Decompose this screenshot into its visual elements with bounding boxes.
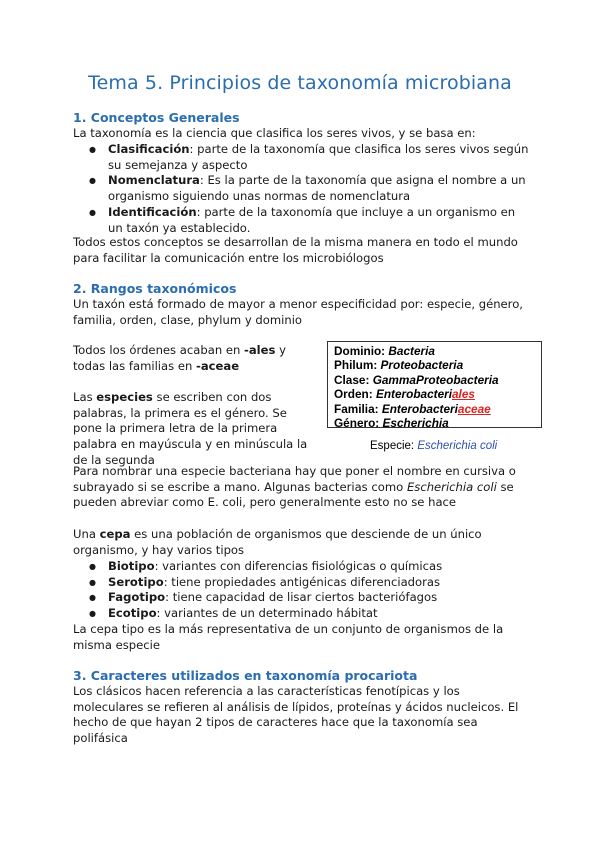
tax-row-philum: Philum: Proteobacteria [334, 358, 464, 373]
ordenes-paragraph: Todos los órdenes acaban en -ales y todas las familias en -aceae [73, 343, 286, 373]
cepa-paragraph: Una cepa es una población de organismos que desciende de un único organismo, y hay varios tipos [73, 527, 482, 557]
list-item: ● Biotipo: variantes con diferencias fisiológicas o químicas [73, 559, 533, 575]
especies-paragraph: Las especies se escriben con dos palabras, la primera es el género. Se pone la primera letra de la primera palabra en mayúscula y en minúscula la de la segunda [73, 390, 308, 467]
cepa-tipo-paragraph: La cepa tipo es la más representativa de un conjunto de organismos de la misma especie [73, 622, 504, 652]
page-title: Tema 5. Principios de taxonomía microbiana [88, 72, 512, 94]
list-item: ● Nomenclatura: Es la parte de la taxonomía que asigna el nombre a un organismo siguiendo unas normas de nomenclatura [73, 173, 533, 204]
tax-row-orden: Orden: Enterobacteriales [334, 387, 475, 402]
section-heading-rangos: 2. Rangos taxonómicos [73, 281, 237, 296]
nombrar-paragraph: Para nombrar una especie bacteriana hay que poner el nombre en cursiva o subrayado si se escribe a mano. Algunas bacterias como Escherichia coli se pueden abreviar como E. coli, pero generalmente esto no se hace [73, 464, 516, 510]
section-1-list [73, 142, 533, 236]
list-item: ● Clasificación: parte de la taxonomía que clasifica los seres vivos según su semejanza y aspecto [73, 142, 533, 173]
especie-caption: Especie: Escherichia coli [370, 440, 498, 452]
section-3-text: Los clásicos hacen referencia a las características fenotípicas y los moleculares se refieren al análisis de lípidos, proteínas y ácidos nucleicos. El hecho de que hayan 2 tipos de caracteres hace que la taxonomía sea polifásica [73, 684, 519, 746]
tax-row-genero: Género: Escherichia [334, 416, 449, 431]
cepa-list [73, 559, 533, 622]
list-item: ● Serotipo: tiene propiedades antigénicas diferenciadoras [73, 575, 533, 591]
section-2-intro: Un taxón está formado de mayor a menor especificidad por: especie, género, familia, orden, clase, phylum y dominio [73, 297, 523, 327]
tax-row-familia: Familia: Enterobacteriaceae [334, 401, 491, 416]
list-item: ● Fagotipo: tiene capacidad de lisar ciertos bacteriófagos [73, 590, 533, 606]
list-item: ● Identificación: parte de la taxonomía que incluye a un organismo en un taxón ya establecido. [73, 205, 533, 236]
section-1-outro: Todos estos conceptos se desarrollan de la misma manera en todo el mundo para facilitar la comunicación entre los microbiólogos [73, 235, 518, 265]
section-heading-conceptos: 1. Conceptos Generales [73, 110, 240, 125]
section-1-intro: La taxonomía es la ciencia que clasifica los seres vivos, y se basa en: [73, 126, 476, 140]
tax-row-clase: Clase: GammaProteobacteria [334, 372, 499, 387]
taxonomy-box [327, 341, 542, 431]
list-item: ● Ecotipo: variantes de un determinado hábitat [73, 606, 533, 622]
section-heading-caracteres: 3. Caracteres utilizados en taxonomía procariota [73, 668, 418, 683]
tax-row-dominio: Dominio: Bacteria [334, 344, 435, 358]
